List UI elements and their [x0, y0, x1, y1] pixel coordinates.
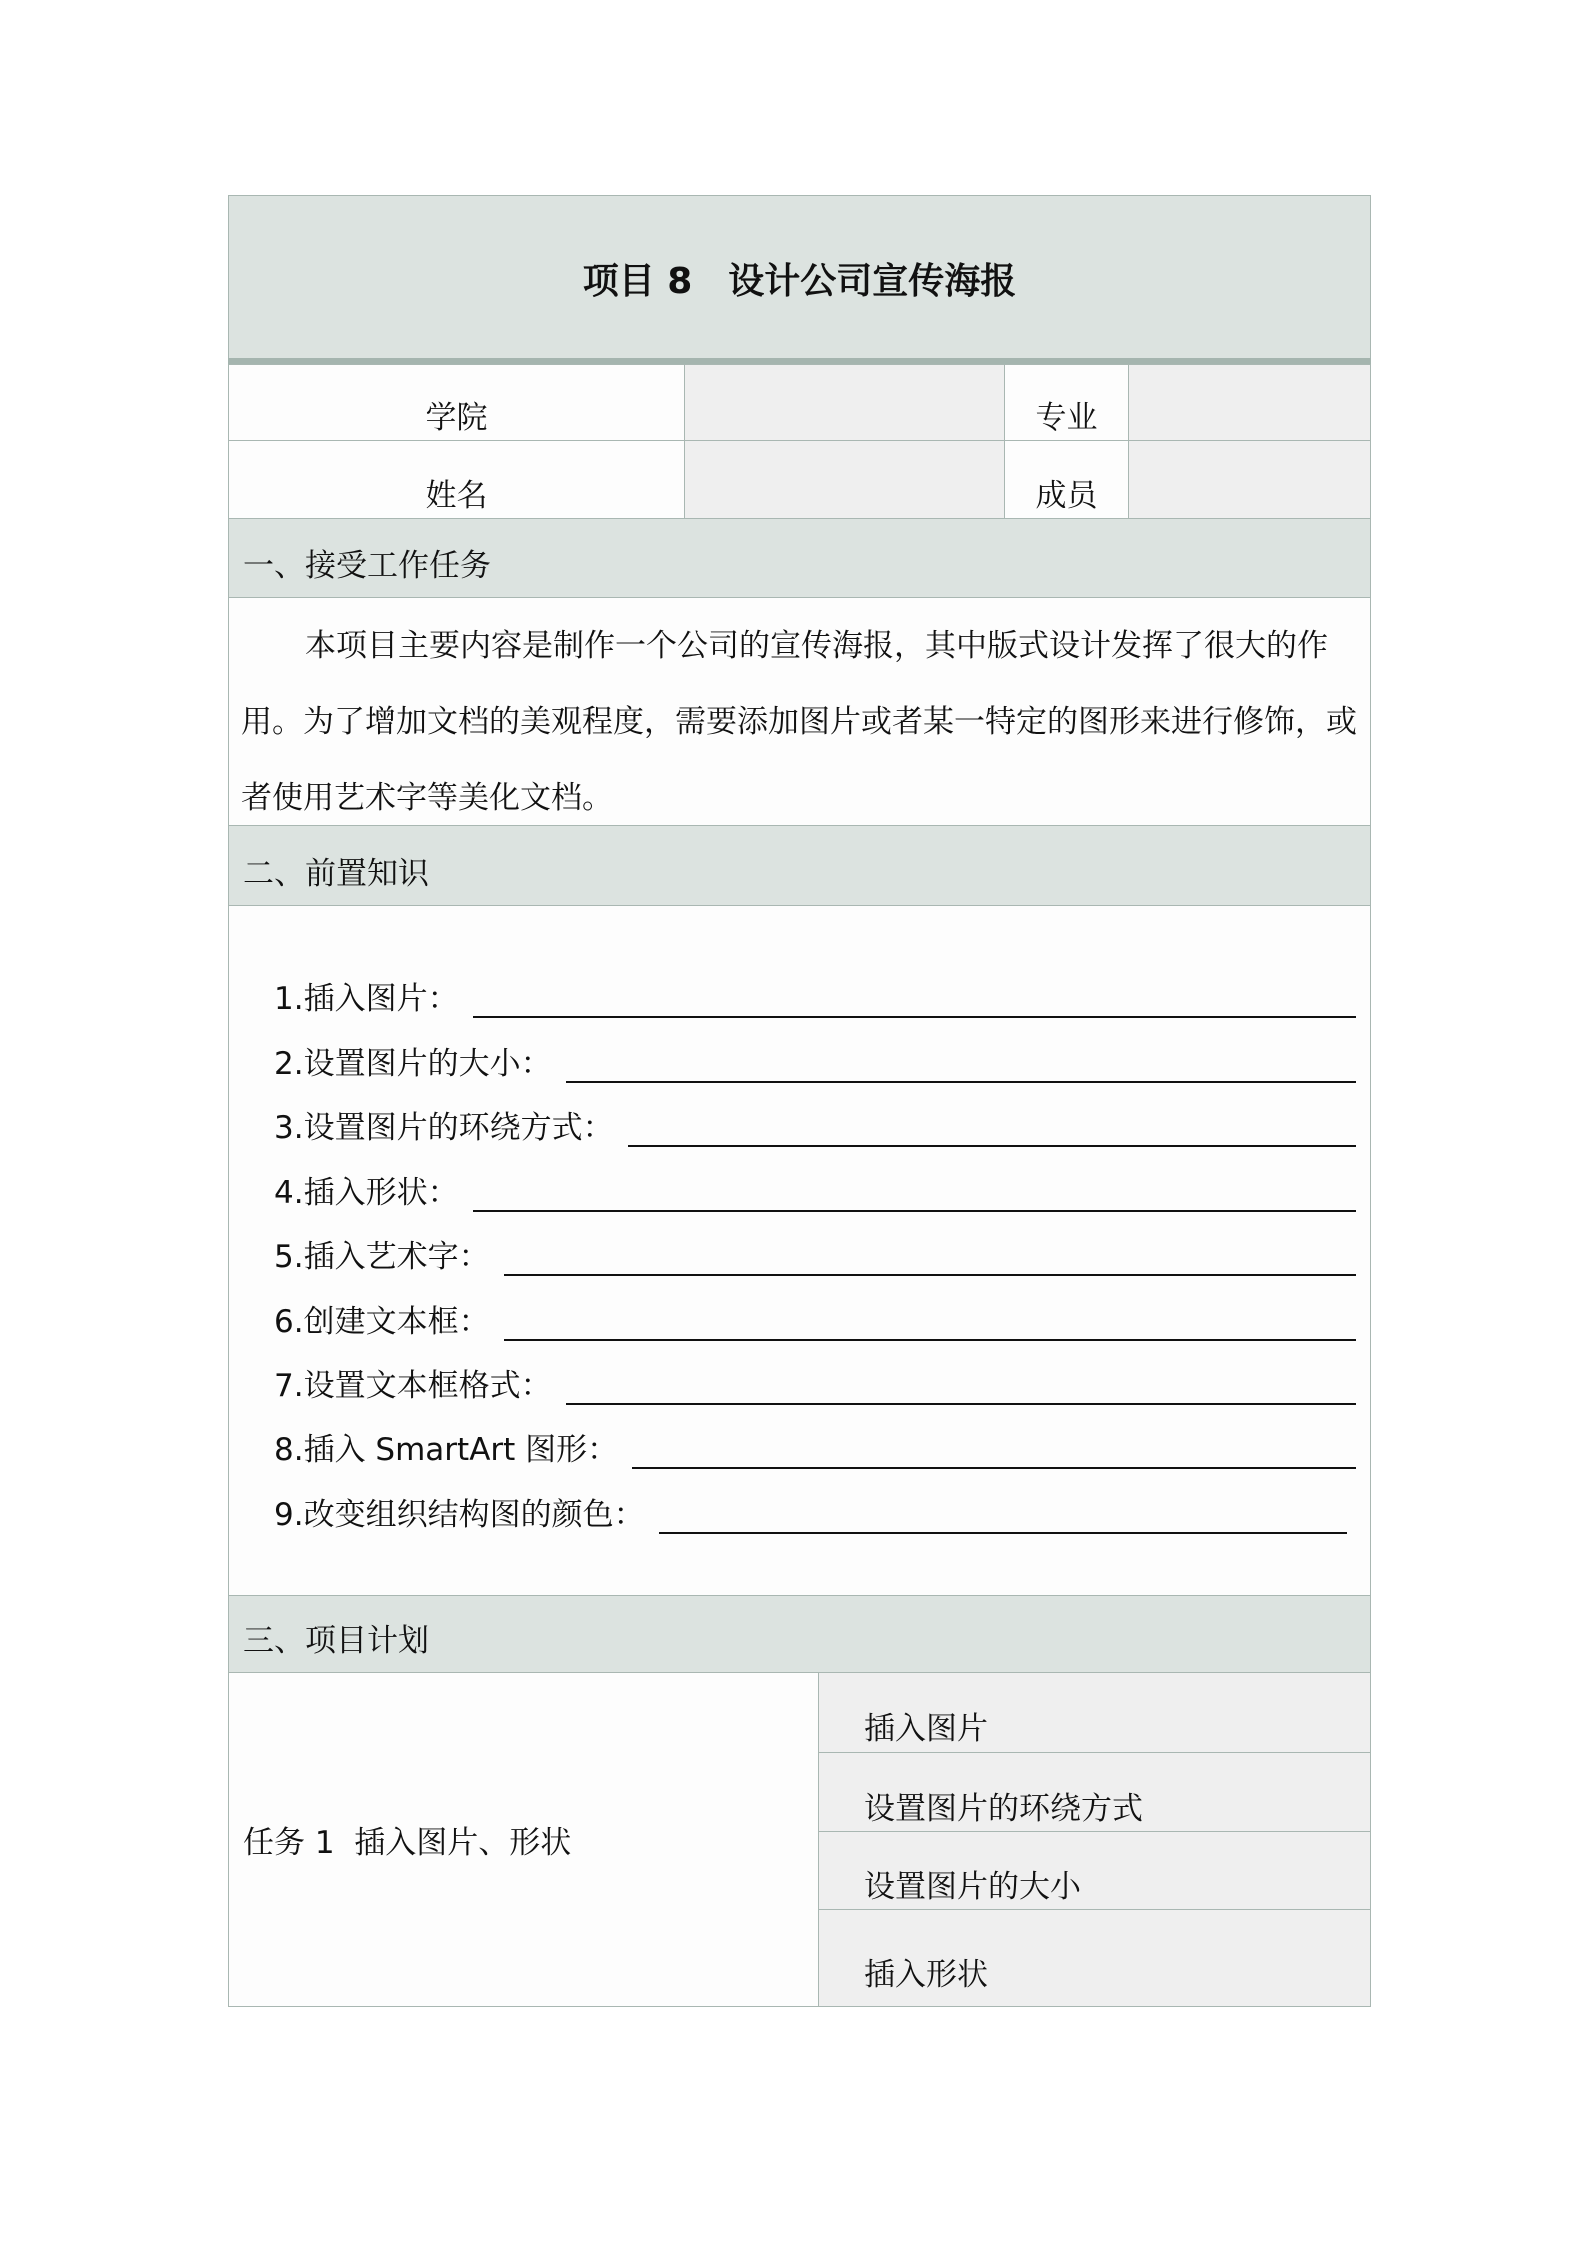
knowledge-item[interactable] — [274, 1043, 1356, 1083]
answer-line[interactable] — [473, 1180, 1356, 1212]
subtask-picture-size: 设置图片的大小 — [818, 1831, 1371, 1910]
section3-heading: 三、项目计划 — [228, 1595, 1371, 1673]
answer-line[interactable] — [659, 1502, 1347, 1534]
subtask-insert-shape: 插入形状 — [818, 1909, 1371, 2007]
section1-body: 本项目主要内容是制作一个公司的宣传海报，其中版式设计发挥了很大的作用。为了增加文档的美观程度，需要添加图片或者某一特定的图形来进行修饰，或者使用艺术字等美化文档。 — [241, 628, 1357, 816]
answer-line[interactable] — [566, 1373, 1356, 1405]
section2-heading: 二、前置知识 — [228, 825, 1371, 906]
item-label: 4.插入形状： — [274, 1175, 459, 1211]
knowledge-item[interactable] — [274, 1236, 1356, 1276]
member-label: 成员 — [1004, 440, 1129, 519]
item-label: 1.插入图片： — [274, 981, 459, 1017]
subtask-wrap-style: 设置图片的环绕方式 — [818, 1752, 1371, 1832]
knowledge-item[interactable] — [274, 1301, 1356, 1341]
item-label: 5.插入艺术字： — [274, 1239, 490, 1275]
answer-line[interactable] — [473, 986, 1356, 1018]
knowledge-item[interactable] — [274, 1429, 1356, 1469]
item-label: 7.设置文本框格式： — [274, 1368, 552, 1404]
name-field[interactable] — [684, 440, 1005, 519]
knowledge-item[interactable] — [274, 1172, 1356, 1212]
subtask-insert-picture: 插入图片 — [818, 1672, 1371, 1753]
answer-line[interactable] — [504, 1309, 1356, 1341]
major-label: 专业 — [1004, 364, 1129, 441]
answer-line[interactable] — [632, 1437, 1356, 1469]
page-title: 项目 8 设计公司宣传海报 — [228, 195, 1371, 360]
college-label: 学院 — [228, 364, 685, 441]
task-cell: 任务 1 插入图片、形状 — [228, 1672, 819, 2007]
name-label: 姓名 — [228, 440, 685, 519]
answer-line[interactable] — [566, 1051, 1356, 1083]
knowledge-item[interactable] — [274, 978, 1356, 1018]
knowledge-item[interactable] — [274, 1365, 1356, 1405]
knowledge-item[interactable] — [274, 1494, 1347, 1534]
section1-heading: 一、接受工作任务 — [228, 518, 1371, 598]
item-label: 8.插入 SmartArt 图形： — [274, 1432, 619, 1468]
knowledge-item[interactable] — [274, 1107, 1356, 1147]
answer-line[interactable] — [504, 1244, 1356, 1276]
member-field[interactable] — [1128, 440, 1371, 519]
item-label: 3.设置图片的环绕方式： — [274, 1110, 614, 1146]
major-field[interactable] — [1128, 364, 1371, 441]
item-label: 2.设置图片的大小： — [274, 1046, 552, 1082]
section1-body-cell — [228, 597, 1371, 826]
item-label: 9.改变组织结构图的颜色： — [274, 1497, 645, 1533]
college-field[interactable] — [684, 364, 1005, 441]
answer-line[interactable] — [628, 1115, 1356, 1147]
item-label: 6.创建文本框： — [274, 1304, 490, 1340]
